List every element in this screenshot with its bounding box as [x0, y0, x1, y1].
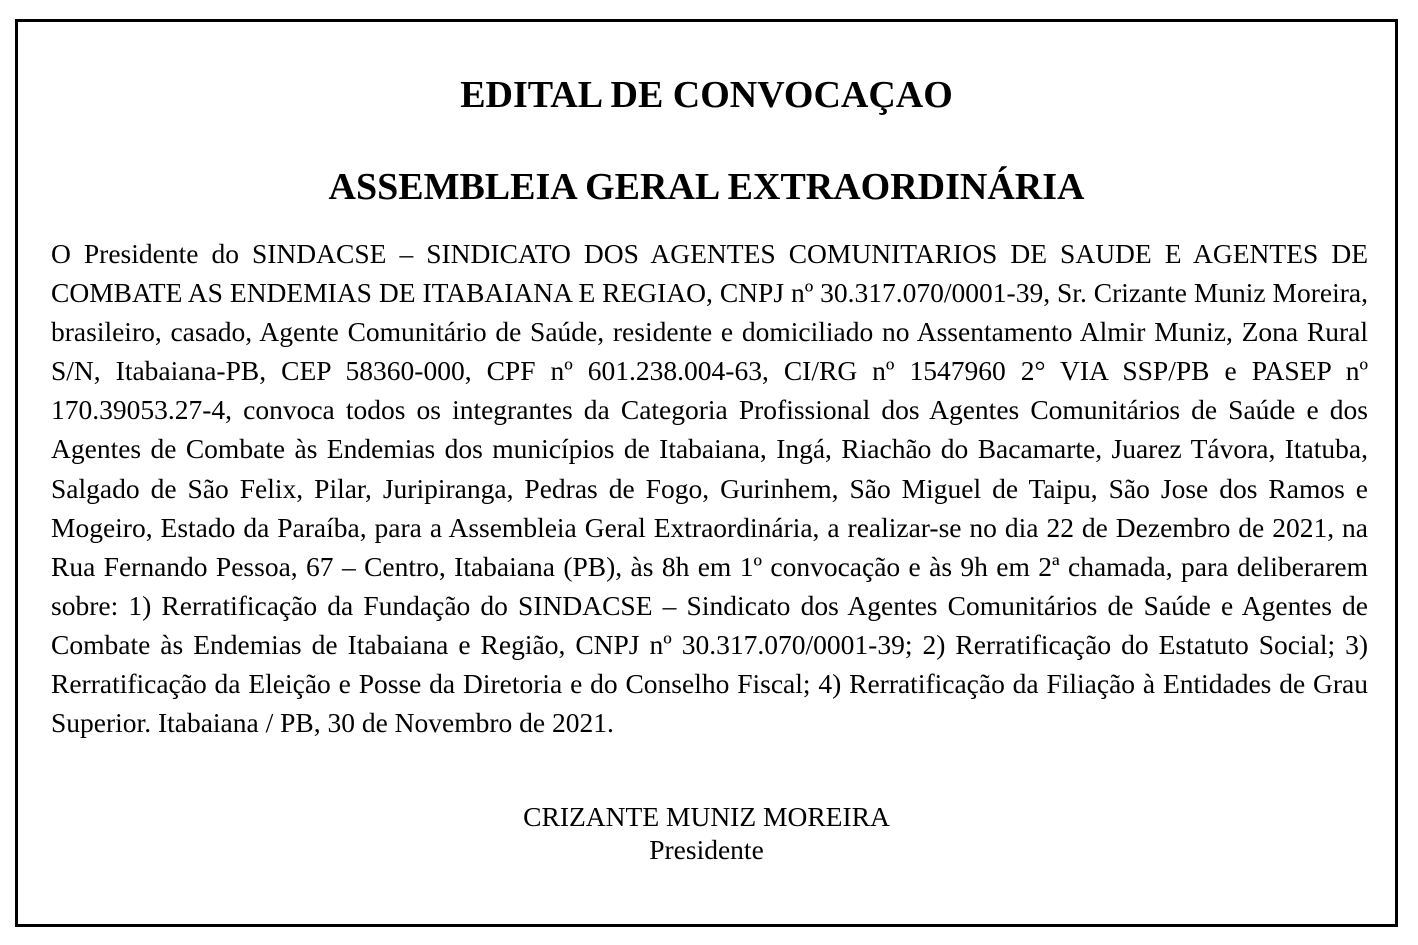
- signature-role: Presidente: [649, 834, 764, 865]
- notice-subtitle: ASSEMBLEIA GERAL EXTRAORDINÁRIA: [328, 166, 1085, 208]
- notice-title: EDITAL DE CONVOCAÇAO: [460, 74, 953, 116]
- notice-body: O Presidente do SINDACSE – SINDICATO DOS AGENTES COMUNITARIOS DE SAUDE E AGENTES DE COMBATE AS ENDEMIAS DE ITABAIANA E REGIAO, CNPJ nº 30.317.070/0001-39, Sr. Crizante Muniz Moreira, brasileiro, casado, Agente Comunitário de Saúde, residente e domiciliado no Assentamento Almir Muniz, Zona Rural S/N, Itabaiana-PB, CEP 58360-000, CPF nº 601.238.004-63, CI/RG nº 1547960 2° VIA SSP/PB e PASEP nº 170.39053.27-4, convoca todos os integrantes da Categoria Profissional dos Agentes Comunitários de Saúde e dos Agentes de Combate às Endemias dos municípios de Itabaiana, Ingá, Riachão do Bacamarte, Juarez Távora, Itatuba, Salgado de São Felix, Pilar, Juripiranga, Pedras de Fogo, Gurinhem, São Miguel de Taipu, São Jose dos Ramos e Mogeiro, Estado da Paraíba, para a Assembleia Geral Extraordinária, a realizar-se no dia 22 de Dezembro de 2021, na Rua Fernando Pessoa, 67 – Centro, Itabaiana (PB), às 8h em 1º convocação e às 9h em 2ª chamada, para deliberarem sobre: 1) Rerratificação da Fundação do SINDACSE – Sindicato dos Agentes Comunitários de Saúde e Agentes de Combate às Endemias de Itabaiana e Região, CNPJ nº 30.317.070/0001-39; 2) Rerratificação do Estatuto Social; 3) Rerratificação da Eleição e Posse da Diretoria e do Conselho Fiscal; 4) Rerratificação da Filiação à Entidades de Grau Superior. Itabaiana / PB, 30 de Novembro de 2021.: [51, 238, 1368, 739]
- notice-frame: [15, 19, 1398, 927]
- signature-name: CRIZANTE MUNIZ MOREIRA: [523, 801, 890, 832]
